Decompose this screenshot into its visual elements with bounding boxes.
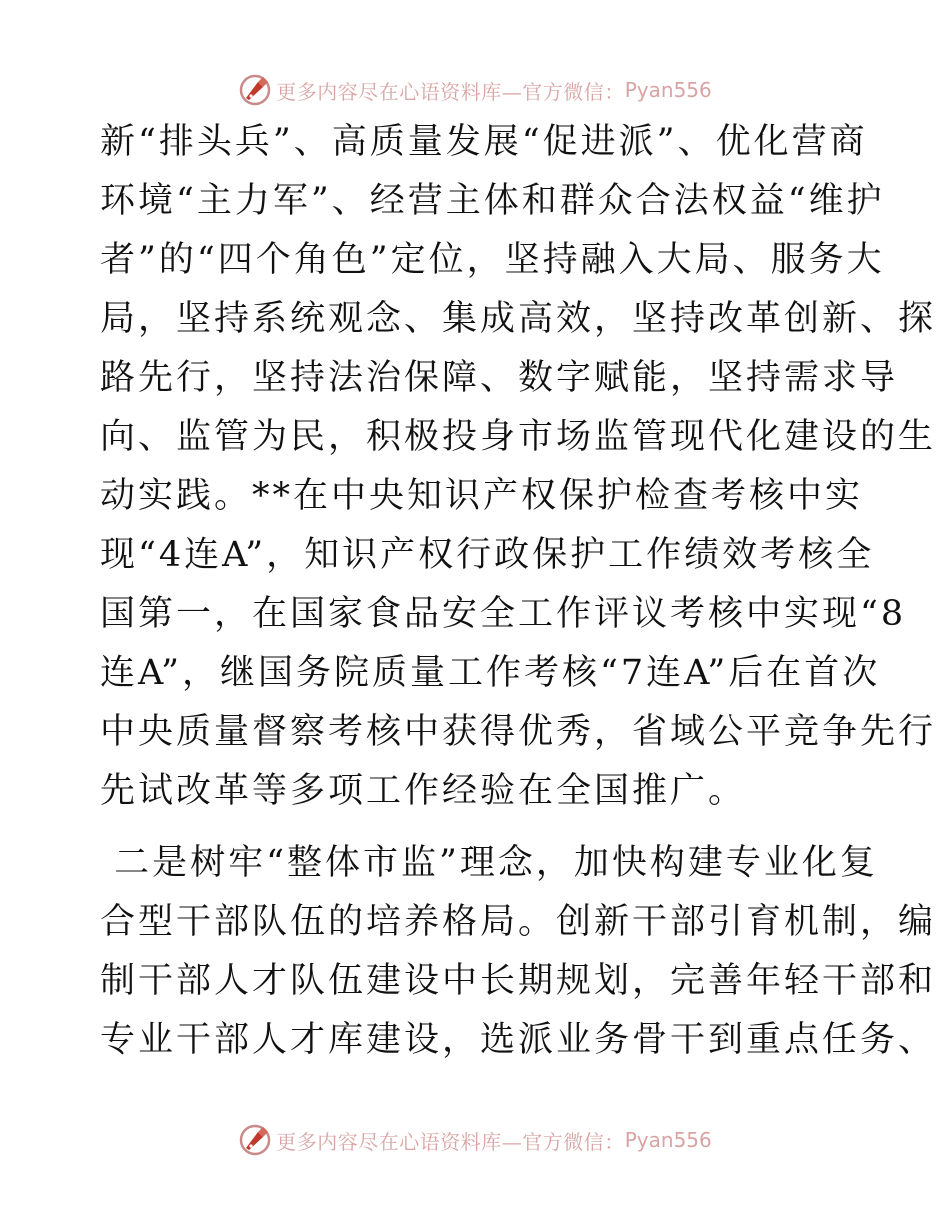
text-line: 向、监管为民，积极投身市场监管现代化建设的生 xyxy=(100,417,937,457)
paragraph-1 xyxy=(100,113,937,821)
text-line: 合型干部队伍的培养格局。创新干部引育机制，编 xyxy=(100,902,937,942)
paragraph-2 xyxy=(100,834,937,1070)
text-line: 专业干部人才库建设，选派业务骨干到重点任务、 xyxy=(100,1020,937,1060)
watermark-text: 更多内容尽在心语资料库—官方微信： xyxy=(276,1129,625,1154)
text-line: 动实践。**在中央知识产权保护检查考核中实 xyxy=(100,476,864,516)
text-line: 局，坚持系统观念、集成高效，坚持改革创新、探 xyxy=(100,299,937,339)
watermark-text: 更多内容尽在心语资料库—官方微信： xyxy=(276,79,625,104)
pen-nib-logo-icon xyxy=(238,73,272,107)
text-line: 路先行，坚持法治保障、数字赋能，坚持需求导 xyxy=(100,358,899,398)
text-line: 先试改革等多项工作经验在全国推广。 xyxy=(100,771,747,811)
header-watermark xyxy=(0,73,950,107)
paragraph-gap xyxy=(100,821,860,834)
text-line: 者”的“四个角色”定位，坚持融入大局、服务大 xyxy=(100,240,885,280)
pen-nib-logo-icon xyxy=(238,1123,272,1157)
text-line: 中央质量督察考核中获得优秀，省域公平竞争先行 xyxy=(100,712,937,752)
text-line: 二是树牢“整体市监”理念，加快构建专业化复 xyxy=(100,843,878,883)
text-line: 制干部人才队伍建设中长期规划，完善年轻干部和 xyxy=(100,961,937,1001)
text-line: 现“4连A”，知识产权行政保护工作绩效考核全 xyxy=(100,535,875,575)
text-line: 环境“主力军”、经营主体和群众合法权益“维护 xyxy=(100,181,885,221)
text-line: 新“排头兵”、高质量发展“促进派”、优化营商 xyxy=(100,122,868,162)
text-line: 国第一，在国家食品安全工作评议考核中实现“8 xyxy=(100,594,907,634)
text-line: 连A”，继国务院质量工作考核“7连A”后在首次 xyxy=(100,653,881,693)
watermark-wechat-id: Pyan556 xyxy=(624,1128,712,1152)
document-body xyxy=(100,113,937,1070)
footer-watermark xyxy=(0,1123,950,1157)
watermark-wechat-id: Pyan556 xyxy=(624,78,712,102)
